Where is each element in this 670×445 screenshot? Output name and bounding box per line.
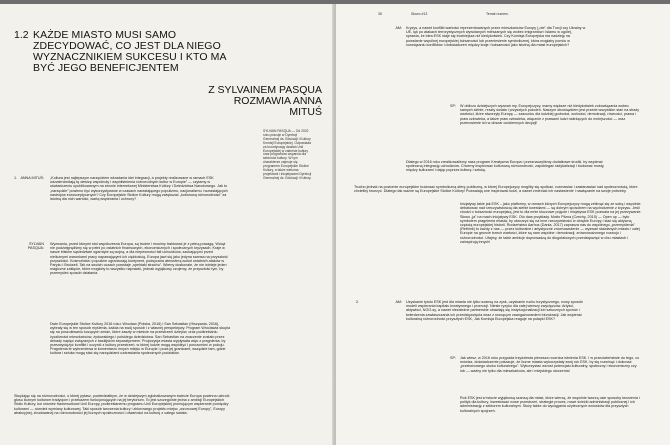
speaker-label-am: AM: — [395, 26, 402, 30]
left-page — [0, 4, 334, 445]
section-number: 1.2 — [14, 29, 29, 41]
speaker-label-am: ANNA MITUŚ: — [20, 176, 44, 180]
answer-text-continued: Rok ESK jest w istocie wyjątkową szansą dla miast, które wierzą, że wspólnie tworzą osie sposoby tworzenia i polityk dla kultury, inwestować nowe przestrzeń, strategie proces, nowe ścieżki administracji publicznej i ich administrację z sektorem kulturalnym. Służy także do wyciągania użytecznych wniosków dla przyszłych kulturalnych spojrzeń. — [460, 396, 640, 413]
article-title: KAŻDE MIASTO MUSI SAMO ZDECYDOWAĆ, CO JEST DLA NIEGO WYZNACZNIKIEM SUKCESU I KTO MA BYĆ JEGO BENEFICJENTEM — [33, 29, 226, 74]
answer-text: Jak wiesz, w 2016 roku przypada trzydziesta pierwsza rocznica istnienia ESK. I w przeciwieństwie do tego, co mówisz, doświadczenie pokazuje, że liczne miasta wykorzystały swój rok ESK, by się rozwinąć i dokonać „przełomowego skoku kulturalnego”. Wykorzystać wzrost potencjału kulturalny, społeczny i ekonomiczny czy lub — ważny nie tylko dla mieszkańców, ale i miejskiego otoczenia! — [460, 356, 640, 373]
question-number: 1. — [14, 176, 18, 180]
speaker-label-sp: SP: — [450, 356, 456, 360]
answer-text-wide: Trudno jednak na poziomie europejskim budować symboliczną sferę publiczną, w której Europejczycy mogliby się spotkać, rozmawiać i zastanawiać nad społecznością, które chcieliby tworzyć. Dlatego tak ważne są Europejskie Stolice Kultury! Pozwalają one inspirować ludzi, a nawet zmieniać ich nastawienie i nawiązanie na swoje potrzeby. — [354, 185, 638, 194]
answer-text: Wyzwania, przed którymi stoi współczesna Europa, są trudne i musimy traktować je z pełną powagą. Wciąż nie podźwignęliśmy się w pełni po ostatnich finansowych, ekonomicznych i społecznych kryzysach. Kraje w nasze bliskim sąsiedztwie ogarnięte są wojną, a dla niepewności fali uchodźców, szukającymi przed nielicznymi warunkami pracy napawającymi ich ciężkością. Europa jawi się jako jedyna szansa na przyszłość przyszłości. Kosmofobia i populizm ograniczają kontynent, podsycana atmosferą wokół ostatnich ataków w Paryżu i Brukseli. Tak na swoich oczach powstaje „spektakl strachu”. Wiemy doskonale, że nie istnieje jeden magiczne zaklęcie, które mogłoby to wszystko naprawić, jednak wyjątkowy czujemy, że przyszłość tym, by przemyśleć sposób działania. — [50, 242, 228, 276]
answer-text-final: Inicjatywy takie jak ESK – jako platformy, w ramach których Europejczycy mogą zetknąć się ze sobą i wspólnie debatować nad rzeczywistością dla siebie kwestiami — są dobrym sposobem na wychodzenie z kryzysu. Jeśli chodzi o tożsamość europejską, jest to dla mnie kluczowe pojęcie i inicjatywa ESK pozwala na jej przeżywanie. Słowo „ja” na mach inicjatywy ESK. Oto dwa przykłady. Motto Pilzna (Czechy, 2015) — Open up — było symbolem pragnienia miasta, by otworzyć się na inne rzeczywistości w obrębie Europy i stać się aktywną częścią europejskiej historii. Rodzeństwo Aarhus (Dania, 2017) zaprasza nas do wspólnego „przemyślenia” (Rethink) to każdy z nas — przez kulturalne i artystyczne zrównoważenie — wyzwań stawianych miastu i całej Europie na gruncie trzech wartości, które są nam wspólne: demokracji, zrównoważonego rozwoju i różnorodności. Ufajmy, że takie ambicje doprowadzą do długofalowych przedsięwzięć w obu miastach i zainspirują innych! — [460, 202, 642, 244]
issue-label: Słowo #13 — [411, 12, 428, 16]
section-label: Temat numeru — [486, 12, 509, 16]
answer-text: W obliczu dzisiejszych wyzwań my, Europejczycy, mamy większe niż kiedykolwiek zobowiązania wobec samych siebie, reszty świata i przyszłych pokoleń. Naszym obowiązkiem jest przede wszystkim stać na straży wartości, które stworzyły Europę — szacunku dla ludzkiej godności, wolności, demokracji, równości, prawa i praw człowieka, a także praw człowieka, włącznie z prawami ludzi należących do mniejszości — oraz przenosienie ich w obszar codziennych decyzji! — [460, 104, 640, 125]
page-number: 35 — [378, 12, 382, 16]
speaker-label-sp: SYLVAIN PASQUA: — [27, 242, 44, 251]
question-number: 2. — [356, 300, 360, 304]
speaker-label-am: AM: — [395, 300, 402, 304]
question-text: „Kultura jest najlepszym narzędziem wkradania idei integracji, a projekty realizowane w ramach ESK odzwierciedlają tę dewizę wspólnoty i współistnienia różnorodnych kultur w Europie” — czytamy w oświadczeniu opublikowanym na stronie internetowej Ministerstwa Kultury i Dziedzictwa Narodowego. Jak to „narzędzie” powinno być wykorzystywane w czasach narastającego populizmu, nacjonalizmu i wzrastających nastrojów eurosceptycznych? Czy Europejskie Stolice Kultury mogą zwiększać „kulturową różnorodność” za istotną dla nich wartość, wartą wspierania i ochrony? — [50, 176, 228, 202]
right-page — [336, 4, 670, 445]
question-text: Kryzys, a nawet konflikt wartości reprezentowanych przez mieszkańców Europy („nie” dla Turcji czy Ukrainy w UE, lęk po atakach terrorystycznych wywołanych mieszanych się wobec imigrantów i Islamu w ogóle), sprawia, że idea ESK staje się trudniejsza niż kiedykolwiek. Czy Komisja Europejska ma nadzieję na powstanie wspólnej europejskiej tożsamości lub przeniesienie symbolicznej, która mogłaby pomóc w rozwiązaniu konfliktów i doświadczeń między kraje i tożsamości jako istotną dla miast europejskich? — [406, 26, 586, 47]
article-subtitle: Z SYLVAINEM PASQUA ROZMAWIA ANNA MITUŚ — [208, 84, 322, 118]
question-text: Uzyskanie tytułu ESK jest dla miasta nie tylko szansą na zysk, uzyskanie ruchu turystycznego, nowy sposób modeli wspierania kapitału kreatywnego i promocji. Niesie ryzyko dla całej wierszy zwycięzców. Artyści, aktywiści, NGO-sy, a nawet niezależne partnerskie obawiają się instytucjonalizacji lub sztucznych sporów i twierdzenia zawłaszczania ich przedsięwzięcia wraz z rosnącym zaangażowaniem biurokracji. Jak wspierać kulturalną różnorodność przyszłych ESK, Jak Komisja Europejska reaguje na pułapki ESK? — [406, 300, 583, 321]
author-sidenote: SYLVAIN PASQUA — Od 2002 roku pracuje w Dyrekcji Generalnej ds. Edukacji i Kultury Komisji Europejskiej. Odpowiada za koordynację działań Unii Europejskiej w zakresie kultury oraz programów wsparcia dla sektorów kultury. W tym charakterze zajmuje się programem Europejskie Stolice Kultury, a także wieloma projektami i inicjatywami Dyrekcji Generalnej ds. Edukacji i Kultury. — [263, 129, 312, 180]
answer-text-continued: Dlatego w 2016 roku zrealizowaliśmy nasz program Kreatywna Europa i przeznaczyliśmy dodatkowe środki, by wspierać społeczną integrację uchodźców. Chcemy inspirować kulturową różnorodność, zapobiegać radykalizacji i budować mosty, między kulturami i dając poprzez kulturę i sztukę. — [406, 160, 605, 173]
answer-text-final: Skupiając się na różnorodności, o której pytasz, powiedziałbym, że w dzisiejszym zglobalizowanym świecie Europa powinna uzbroić głosu licznym kulturom tradycjom i przekazem funkcjonujących na jej terytorium. To jest szczególnie jedna z ambicji Europejskich Stolic Kultury, koi również frameworkowi Unii Europy, podkreślanemu programu Unii Europejskiej promującym wspieranie pomiędzy kulturami — również wymiany kulturowej. Taki sposób tworzenia kultury i zbiorowego projektu miejsc „wzorcowej Europy”, Europy atrakcyjnej, zbudowanej na różnorodności jej licznych społeczności i otwartości na kulturę z całego świata. — [14, 394, 230, 415]
answer-text-continued: Dwie Europejskie Stolice Kultury 2016 roku: Wrocław (Polska, 2016) i San Sebastian (Hiszpania, 2016), wybrały się w ten sposób myślenia, każda na swój sposób i z własnej perspektywy. Program Wrocławia skupia się na poszukiwaniu kozących zmian, które zaszły w mieście na przestrzeni dziejów, oraz podkreślaniu życzliwości mieszkańców, żydowskiego i polskiego dziedzictwa. San Sebastian na znaczenie zostało przez dekady napięć związanych z baskijskim separatyzmem. Propozycja miasta wypływała więc z pragnienia, by przezwyciężyć konflikt i uczynić z kultury przestrzeń, w której ludzie mogą współżyć i porozumieć w pokoju. Pragnienia te wybrzmiewa w komentarzu innych miejsc w Europie i poza jej granicami; wszędzie tam, gdzie kultura i sztuka mogą stać się narzędziami uzdrawiania społecznych podziałów. — [50, 322, 231, 356]
speaker-label-sp: SP: — [450, 104, 456, 108]
